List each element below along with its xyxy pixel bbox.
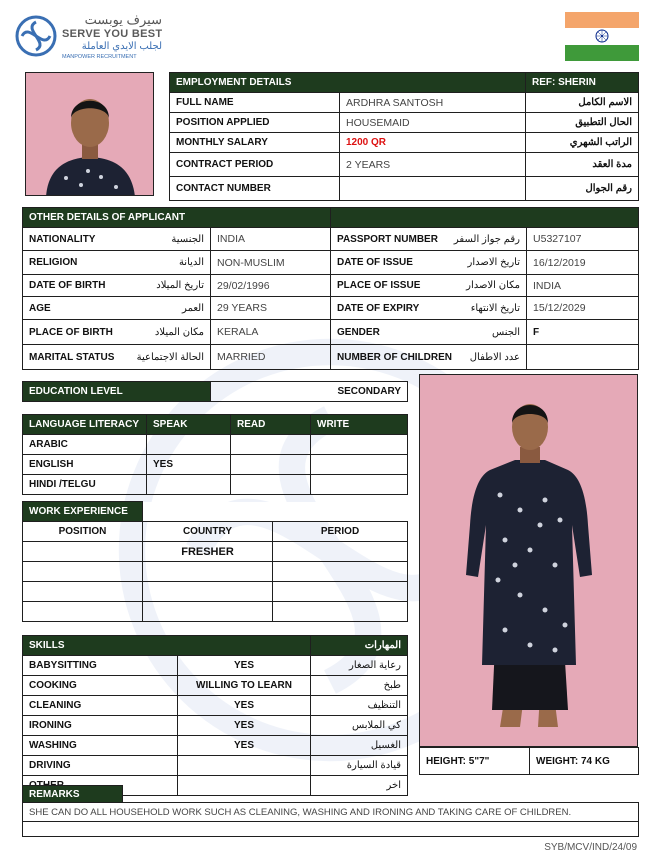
- education-value: SECONDARY: [211, 382, 408, 402]
- other-value-1: 29/02/1996: [211, 275, 331, 297]
- language-name: HINDI /TELGU: [23, 475, 147, 495]
- remarks-table: [22, 785, 639, 837]
- language-table: [22, 414, 408, 495]
- full-name-ar: الاسم الكامل: [526, 93, 639, 113]
- other-value-2: 16/12/2019: [527, 251, 639, 275]
- other-label-1: NATIONALITY الجنسية: [23, 228, 211, 251]
- lang-header-read: READ: [231, 415, 311, 435]
- other-label-1: AGE العمر: [23, 297, 211, 320]
- salary-label: MONTHLY SALARY: [170, 133, 340, 153]
- skills-table: [22, 635, 408, 796]
- contact-ar: رقم الجوال: [526, 177, 639, 201]
- work-country: [143, 602, 273, 622]
- skill-row: [23, 736, 408, 756]
- work-header-position: POSITION: [23, 522, 143, 542]
- contract-value: 2 YEARS: [340, 153, 526, 177]
- skill-name: DRIVING: [23, 756, 178, 776]
- reference: REF: SHERIN: [526, 73, 639, 93]
- chakra-icon: [595, 29, 609, 43]
- skill-value: YES: [178, 736, 311, 756]
- language-row: [23, 435, 408, 455]
- other-value-2: 15/12/2029: [527, 297, 639, 320]
- education-table: [22, 381, 408, 402]
- work-country: [143, 562, 273, 582]
- other-row: [23, 228, 639, 251]
- other-label-1: DATE OF BIRTH تاريخ الميلاد: [23, 275, 211, 297]
- other-value-2: U5327107: [527, 228, 639, 251]
- work-header-period: PERIOD: [273, 522, 408, 542]
- skill-value: WILLING TO LEARN: [178, 676, 311, 696]
- skills-title: SKILLS: [23, 636, 311, 656]
- skill-ar: طبخ: [311, 676, 408, 696]
- position-value: HOUSEMAID: [340, 113, 526, 133]
- language-row: [23, 455, 408, 475]
- work-row: [23, 562, 408, 582]
- skill-ar: الغسيل: [311, 736, 408, 756]
- language-speak: [147, 475, 231, 495]
- language-write: [311, 435, 408, 455]
- skill-ar: اخر: [311, 776, 408, 796]
- work-country: FRESHER: [143, 542, 273, 562]
- other-value-2: INDIA: [527, 275, 639, 297]
- contract-ar: مدة العقد: [526, 153, 639, 177]
- other-label-1: RELIGION الديانة: [23, 251, 211, 275]
- weight-value: WEIGHT: 74 KG: [530, 748, 639, 775]
- language-read: [231, 455, 311, 475]
- applicant-face-photo: [25, 72, 154, 196]
- education-label: EDUCATION LEVEL: [23, 382, 211, 402]
- india-flag: [565, 12, 639, 61]
- work-header-country: COUNTRY: [143, 522, 273, 542]
- other-label-2: NUMBER OF CHILDREN عدد الاطفال: [331, 345, 527, 370]
- language-write: [311, 475, 408, 495]
- measurements-table: [419, 747, 639, 775]
- other-row: [23, 251, 639, 275]
- full-name-label: FULL NAME: [170, 93, 340, 113]
- logo-arabic-sub: لجلب الايدي العاملة: [81, 41, 162, 52]
- work-row: [23, 542, 408, 562]
- skill-name: BABYSITTING: [23, 656, 178, 676]
- contract-label: CONTRACT PERIOD: [170, 153, 340, 177]
- position-ar: الحال التطبيق: [526, 113, 639, 133]
- lang-header-speak: SPEAK: [147, 415, 231, 435]
- work-position: [23, 562, 143, 582]
- other-row: [23, 275, 639, 297]
- work-period: [273, 582, 408, 602]
- employment-details-table: [169, 72, 639, 201]
- logo-knot-icon: [14, 14, 58, 58]
- work-experience-table: [22, 501, 408, 622]
- lang-header-write: WRITE: [311, 415, 408, 435]
- other-row: [23, 345, 639, 370]
- full-name-value: ARDHRA SANTOSH: [340, 93, 526, 113]
- language-write: [311, 455, 408, 475]
- work-period: [273, 542, 408, 562]
- skill-ar: التنظيف: [311, 696, 408, 716]
- other-value-1: MARRIED: [211, 345, 331, 370]
- skill-name: COOKING: [23, 676, 178, 696]
- applicant-full-photo: [419, 374, 638, 747]
- other-label-2: PASSPORT NUMBER رقم جواز السفر: [331, 228, 527, 251]
- contact-label: CONTACT NUMBER: [170, 177, 340, 201]
- skill-row: [23, 656, 408, 676]
- work-row: [23, 582, 408, 602]
- other-value-1: NON-MUSLIM: [211, 251, 331, 275]
- work-position: [23, 542, 143, 562]
- contact-value: [340, 177, 526, 201]
- skill-name: WASHING: [23, 736, 178, 756]
- other-value-1: INDIA: [211, 228, 331, 251]
- document-code: SYB/MCV/IND/24/09: [544, 842, 637, 853]
- work-period: [273, 562, 408, 582]
- skill-ar: قيادة السيارة: [311, 756, 408, 776]
- logo-sub: MANPOWER RECRUITMENT: [62, 54, 137, 60]
- skill-row: [23, 716, 408, 736]
- other-row: [23, 297, 639, 320]
- logo-name: SERVE YOU BEST: [62, 28, 163, 40]
- other-value-2: [527, 345, 639, 370]
- salary-ar: الراتب الشهري: [526, 133, 639, 153]
- other-label-2: DATE OF EXPIRY تاريخ الانتهاء: [331, 297, 527, 320]
- other-title: OTHER DETAILS OF APPLICANT: [23, 208, 331, 228]
- other-value-1: KERALA: [211, 320, 331, 345]
- work-row: [23, 602, 408, 622]
- logo-arabic: سيرف يوبست: [84, 12, 162, 27]
- other-label-1: PLACE OF BIRTH مكان الميلاد: [23, 320, 211, 345]
- language-row: [23, 475, 408, 495]
- language-speak: [147, 435, 231, 455]
- remarks-text: SHE CAN DO ALL HOUSEHOLD WORK SUCH AS CLEANING, WASHING AND IRONING AND TAKING CARE OF CHILDREN.: [23, 803, 639, 822]
- skill-value: YES: [178, 716, 311, 736]
- other-value-1: 29 YEARS: [211, 297, 331, 320]
- skill-name: IRONING: [23, 716, 178, 736]
- other-details-table: [22, 207, 639, 370]
- other-value-2: F: [527, 320, 639, 345]
- height-value: HEIGHT: 5"7": [420, 748, 530, 775]
- skill-row: [23, 676, 408, 696]
- other-label-2: DATE OF ISSUE تاريخ الاصدار: [331, 251, 527, 275]
- skill-row: [23, 756, 408, 776]
- language-name: ARABIC: [23, 435, 147, 455]
- work-position: [23, 602, 143, 622]
- remarks-title: REMARKS: [23, 786, 123, 803]
- skill-ar: رعاية الصغار: [311, 656, 408, 676]
- other-title-blank: [331, 208, 639, 228]
- other-label-2: GENDER الجنس: [331, 320, 527, 345]
- language-read: [231, 435, 311, 455]
- work-title: WORK EXPERIENCE: [23, 502, 143, 522]
- language-name: ENGLISH: [23, 455, 147, 475]
- work-period: [273, 602, 408, 622]
- company-logo: [14, 12, 164, 64]
- skill-name: CLEANING: [23, 696, 178, 716]
- salary-value: 1200 QR: [340, 133, 526, 153]
- employment-title: EMPLOYMENT DETAILS: [170, 73, 526, 93]
- other-row: [23, 320, 639, 345]
- lang-header-literacy: LANGUAGE LITERACY: [23, 415, 147, 435]
- skill-value: [178, 756, 311, 776]
- other-label-1: MARITAL STATUS الحالة الاجتماعية: [23, 345, 211, 370]
- work-position: [23, 582, 143, 602]
- skill-value: YES: [178, 656, 311, 676]
- position-label: POSITION APPLIED: [170, 113, 340, 133]
- skill-value: YES: [178, 696, 311, 716]
- skill-ar: كي الملابس: [311, 716, 408, 736]
- other-label-2: PLACE OF ISSUE مكان الاصدار: [331, 275, 527, 297]
- language-read: [231, 475, 311, 495]
- language-speak: YES: [147, 455, 231, 475]
- work-country: [143, 582, 273, 602]
- skills-title-ar: المهارات: [311, 636, 408, 656]
- skill-row: [23, 696, 408, 716]
